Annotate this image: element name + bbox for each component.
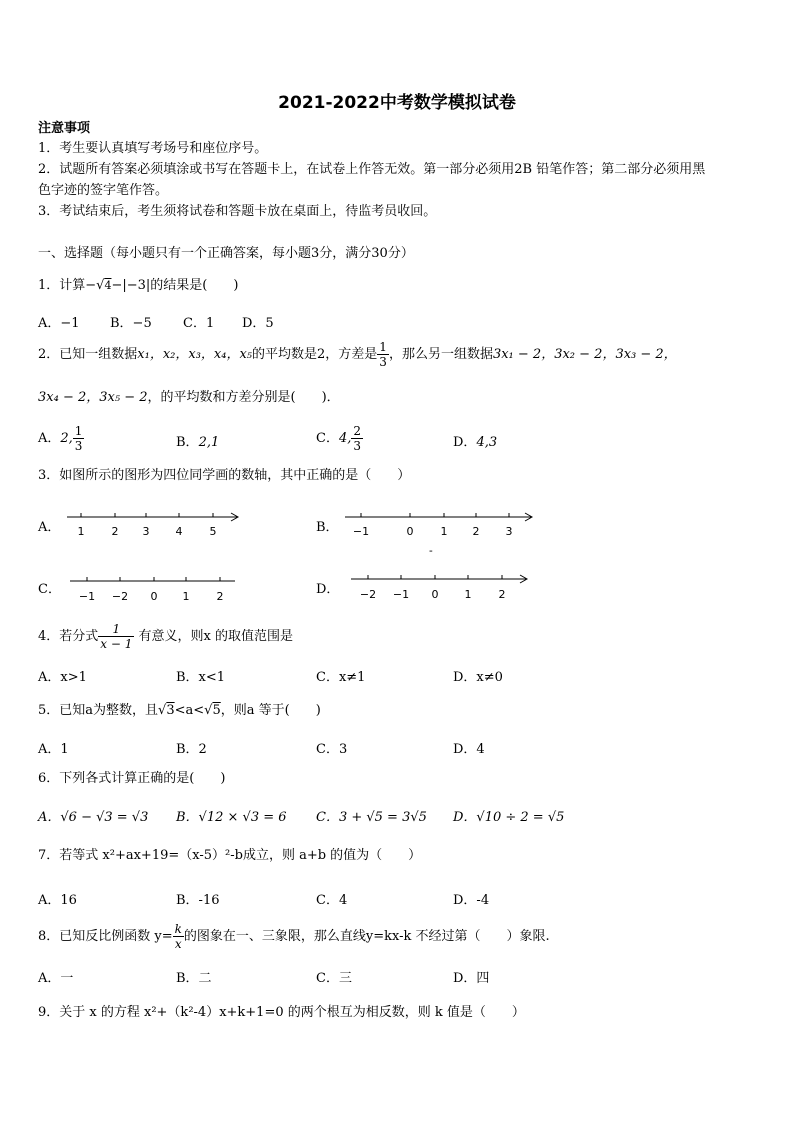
frac-den: 3 [379,355,387,369]
q1-prefix: 1．计算− [38,278,97,293]
tick-label: 5 [209,525,217,538]
q1-suffix: −|−3|的结果是( ) [111,278,239,293]
radicand: 3 [166,703,175,718]
option: C．1 [183,316,215,331]
option: D．x≠0 [453,670,503,685]
frac-num: 1 [379,340,387,354]
q4-prefix: 4．若分式 [38,629,99,644]
q2-newdata: 3x₁ − 2，3x₂ − 2，3x₃ − 2， [492,347,677,362]
option: C．4 [316,893,348,908]
option: B．2 [176,742,207,757]
q4-suffix: 有意义，则x 的取值范围是 [134,629,293,644]
option-fraction [351,424,363,453]
number-line-a [65,508,245,542]
option: A．−1 [38,316,80,331]
tick-label: 1 [77,525,85,538]
q5-mid: <a< [174,703,205,718]
option [453,431,497,450]
option-label: C． [316,431,339,446]
option: A．√6 − √3 = √3 [38,810,149,825]
q4-fraction [98,622,134,651]
frac-den: 3 [353,439,361,453]
tick-label: 3 [142,525,150,538]
option-label: A． [38,520,61,535]
option: B．x<1 [176,670,226,685]
tick-label: 1 [464,588,472,601]
option: D．四 [453,971,490,986]
option-value: 4, [338,431,352,446]
question-5 [38,702,321,720]
tick-label: −1 [78,590,96,603]
question-8 [38,922,550,951]
option: D．5 [242,316,274,331]
sqrt-icon: √ [204,703,213,718]
q2-mid2: ，那么另一组数据 [388,347,493,362]
question-9: 9．关于 x 的方程 x²+（k²-4）x+k+1=0 的两个根互为相反数，则 k 值是（ ） [38,1005,525,1020]
number-line-c [65,572,240,606]
tick-label: 2 [111,525,119,538]
option-label: C． [38,582,61,597]
option-label: A． [38,431,61,446]
option: D．√10 ÷ 2 = √5 [453,810,565,825]
option: C．3 [316,742,348,757]
option-value: 2, [60,431,73,446]
frac-num: 1 [98,622,134,637]
q8-prefix: 8．已知反比例函数 y= [38,929,173,944]
option-label: B． [316,520,339,535]
q2-var: x₂， [162,347,189,362]
question-7: 7．若等式 x²+ax+19=（x-5）²-b成立，则 a+b 的值为（ ） [38,848,422,863]
frac-den: x − 1 [100,637,133,651]
option: A．1 [38,742,69,757]
question-2 [38,340,677,369]
note-item: 3．考试结束后，考生须将试卷和答题卡放在桌面上，待监考员收回。 [38,204,437,219]
tick-label: 2 [498,588,506,601]
tick-label: 0 [431,588,439,601]
option [38,424,84,453]
option: B．√12 × √3 = 6 [176,810,287,825]
stray-mark: - [429,544,433,557]
frac-den: x [174,937,182,951]
q8-fraction [173,922,184,951]
q2-prefix: 2．已知一组数据 [38,347,138,362]
number-line-b [343,508,538,542]
q2-mid: 的平均数是2，方差是 [252,347,378,362]
tick-label: 2 [216,590,224,603]
tick-label: −1 [392,588,410,601]
sqrt-icon: √ [96,278,105,293]
question-3: 3．如图所示的图形为四位同学画的数轴，其中正确的是（ ） [38,468,411,483]
tick-label: 0 [406,525,414,538]
note-item: 1．考生要认真填写考场号和座位序号。 [38,141,268,156]
q2-var: x₁， [137,347,163,362]
frac-num: 1 [74,424,83,438]
q1-radicand: 4 [104,279,112,292]
option: A．16 [38,893,77,908]
option-fraction [73,424,85,453]
tick-label: −2 [359,588,377,601]
option: B．-16 [176,893,220,908]
q2-suffix: ，的平均数和方差分别是( )． [147,390,340,405]
note-item: 2．试题所有答案必须填涂或书写在答题卡上，在试卷上作答无效。第一部分必须用2B 铅笔作答；第二部分必须用黑 [38,162,706,177]
q5-suffix: ，则a 等于( ) [220,703,321,718]
number-line-d [343,568,533,606]
frac-num: k [174,922,182,936]
q2-var: x₅ [239,347,253,362]
tick-label: −1 [352,525,370,538]
tick-label: 4 [175,525,183,538]
tick-label: −2 [111,590,129,603]
sqrt-icon: √ [158,703,167,718]
option-value: 4,3 [476,435,498,450]
tick-label: 2 [472,525,480,538]
question-1 [38,277,238,295]
option-value: 2,1 [198,435,220,450]
tick-label: 0 [150,590,158,603]
q2-newdata2: 3x₄ − 2，3x₅ − 2 [38,390,148,405]
option: D．-4 [453,893,490,908]
question-6: 6．下列各式计算正确的是( ) [38,771,226,786]
page-title: 2021-2022中考数学模拟试卷 [278,93,516,113]
section-heading: 一、选择题（每小题只有一个正确答案，每小题3分，满分30分） [38,246,414,261]
option: C．三 [316,971,352,986]
option: B．二 [176,971,212,986]
option: C．3 + √5 = 3√5 [316,810,427,825]
tick-label: 1 [182,590,190,603]
question-4 [38,622,293,651]
q2-var: x₄， [213,347,240,362]
note-item: 色字迹的签字笔作答。 [38,183,169,198]
notes-heading: 注意事项 [38,121,91,136]
frac-num: 2 [353,424,361,438]
option: B．−5 [110,316,152,331]
q2-var: x₃， [188,347,214,362]
option: C．x≠1 [316,670,366,685]
question-2-cont [38,389,340,407]
tick-label: 3 [505,525,513,538]
option: A．一 [38,971,74,986]
radicand: 5 [212,703,221,718]
option-label: D． [453,435,477,450]
option: A．x>1 [38,670,87,685]
option: D．4 [453,742,485,757]
option-label: B． [176,435,199,450]
option [316,424,363,453]
option [176,431,219,450]
q5-prefix: 5．已知a为整数，且 [38,703,159,718]
q2-variance-fraction [377,340,389,369]
q8-suffix: 的图象在一、三象限，那么直线y=kx-k 不经过第（ ）象限. [183,929,550,944]
frac-den: 3 [74,439,83,453]
tick-label: 1 [440,525,448,538]
option-label: D． [316,582,340,597]
